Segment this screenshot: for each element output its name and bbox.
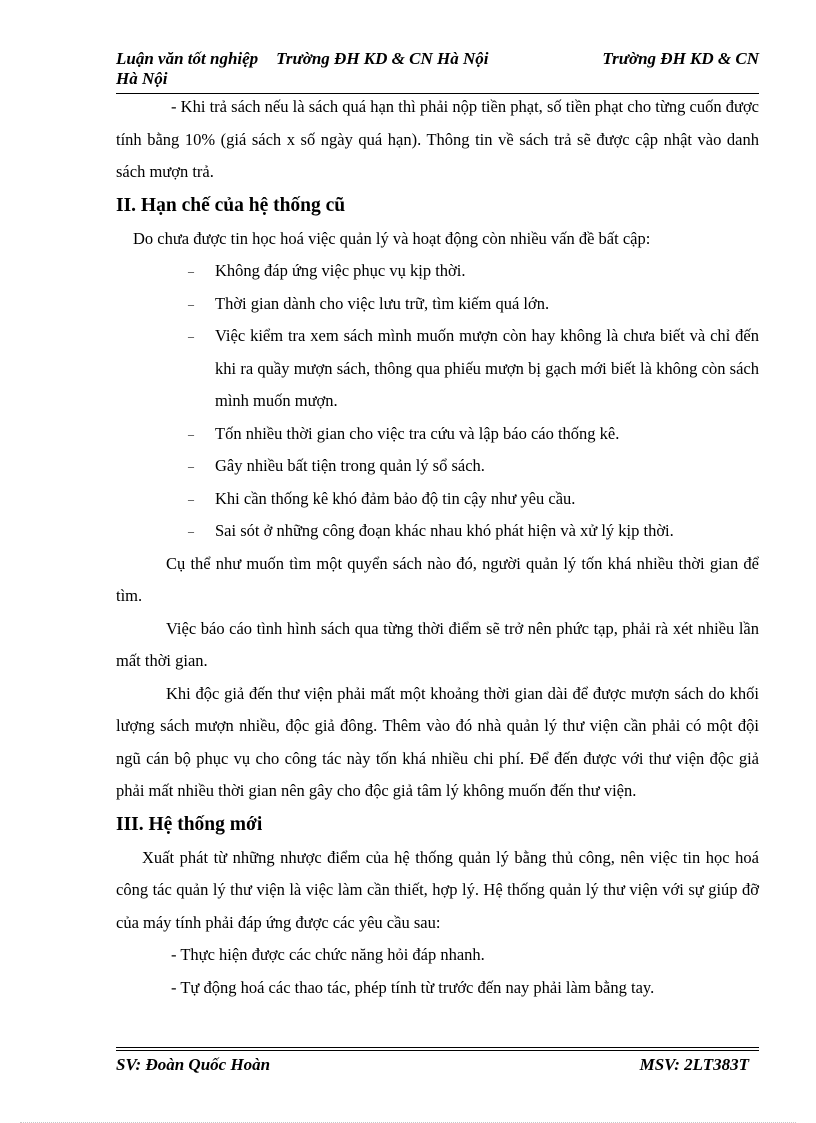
footer-student-id: MSV: 2LT383T: [639, 1055, 749, 1074]
list-item: – Gây nhiều bất tiện trong quản lý sổ sách.: [116, 450, 759, 483]
header-university: Trường ĐH KD & CN Hà Nội: [276, 49, 489, 68]
header-university-right: Trường ĐH KD & CN: [602, 49, 759, 68]
section-3-lead: Xuất phát từ những nhược điểm của hệ thống quản lý bằng thủ công, nên việc tin học hoá công tác quản lý thư viện là việc làm cần thiết, hợp lý. Hệ thống quản lý thư viện với sự giúp đỡ của máy tính phải đáp ứng được các yêu cầu sau:: [116, 847, 759, 932]
bullet-icon: –: [188, 524, 194, 538]
header-thesis-label: Luận văn tốt nghiệp: [116, 49, 259, 68]
section-3-heading: III. Hệ thống mới: [116, 813, 263, 835]
page-header: [116, 49, 759, 89]
bullet-icon: –: [188, 426, 194, 441]
section-2-heading: II. Hạn chế của hệ thống cũ: [116, 194, 346, 216]
intro-paragraph: - Khi trả sách nếu là sách quá hạn thì phải nộp tiền phạt, số tiền phạt cho từng cuốn được tính bằng 10% (giá sách x số ngày quá hạn). Thông tin về sách trả sẽ được cập nhật vào danh sách mượn trả.: [116, 97, 759, 181]
section-2-lead: Do chưa được tin học hoá việc quản lý và hoạt động còn nhiều vấn đề bất cập:: [133, 228, 651, 248]
limitations-list: [116, 255, 759, 548]
requirement-item: - Thực hiện được các chức năng hỏi đáp nhanh.: [171, 945, 485, 964]
document-page: [116, 0, 759, 1123]
header-university-right-cont: Hà Nội: [116, 69, 168, 88]
section-2-paragraph-2: Việc báo cáo tình hình sách qua từng thời điểm sẽ trở nên phức tạp, phải rà xét nhiều lần mất thời gian.: [116, 618, 759, 670]
page-content: [116, 91, 759, 1004]
requirement-item: - Tự động hoá các thao tác, phép tính từ trước đến nay phải làm bằng tay.: [171, 977, 655, 997]
list-item: – Việc kiểm tra xem sách mình muốn mượn còn hay không là chưa biết và chỉ đến khi ra quầy mượn sách, thông qua phiếu mượn bị gạch mới biết là không còn sách mình muốn mượn.: [116, 320, 759, 418]
footer-divider-secondary: [116, 1050, 759, 1051]
bullet-icon: –: [188, 329, 194, 343]
bullet-icon: –: [188, 491, 194, 506]
bullet-icon: –: [188, 264, 194, 278]
section-2-paragraph-1: Cụ thể như muốn tìm một quyển sách nào đó, người quản lý tốn khá nhiều thời gian để tìm.: [116, 553, 759, 605]
list-item: – Sai sót ở những công đoạn khác nhau khó phát hiện và xử lý kịp thời.: [116, 515, 759, 548]
page-footer: [116, 1054, 759, 1076]
section-2-paragraph-3: Khi độc giả đến thư viện phải mất một khoảng thời gian dài để được mượn sách do khối lượng sách mượn nhiều, độc giả đông. Thêm vào đó nhà quản lý thư viện cần phải có một đội ngũ cán bộ phục vụ cho công tác này tốn khá nhiều chi phí. Để đến được với thư viện độc giả phải mất nhiều thời gian nên gây cho độc giả tâm lý không muốn đến thư viện.: [116, 683, 759, 800]
bullet-icon: –: [188, 459, 194, 473]
list-item: – Không đáp ứng việc phục vụ kịp thời.: [116, 255, 759, 288]
list-item: – Thời gian dành cho việc lưu trữ, tìm kiếm quá lớn.: [116, 288, 759, 321]
footer-student-name: SV: Đoàn Quốc Hoàn: [116, 1055, 271, 1074]
list-item: – Khi cần thống kê khó đảm bảo độ tin cậy như yêu cầu.: [116, 483, 759, 516]
footer-divider: [116, 1047, 759, 1048]
list-item: – Tốn nhiều thời gian cho việc tra cứu và lập báo cáo thống kê.: [116, 418, 759, 451]
bullet-icon: –: [188, 296, 194, 311]
